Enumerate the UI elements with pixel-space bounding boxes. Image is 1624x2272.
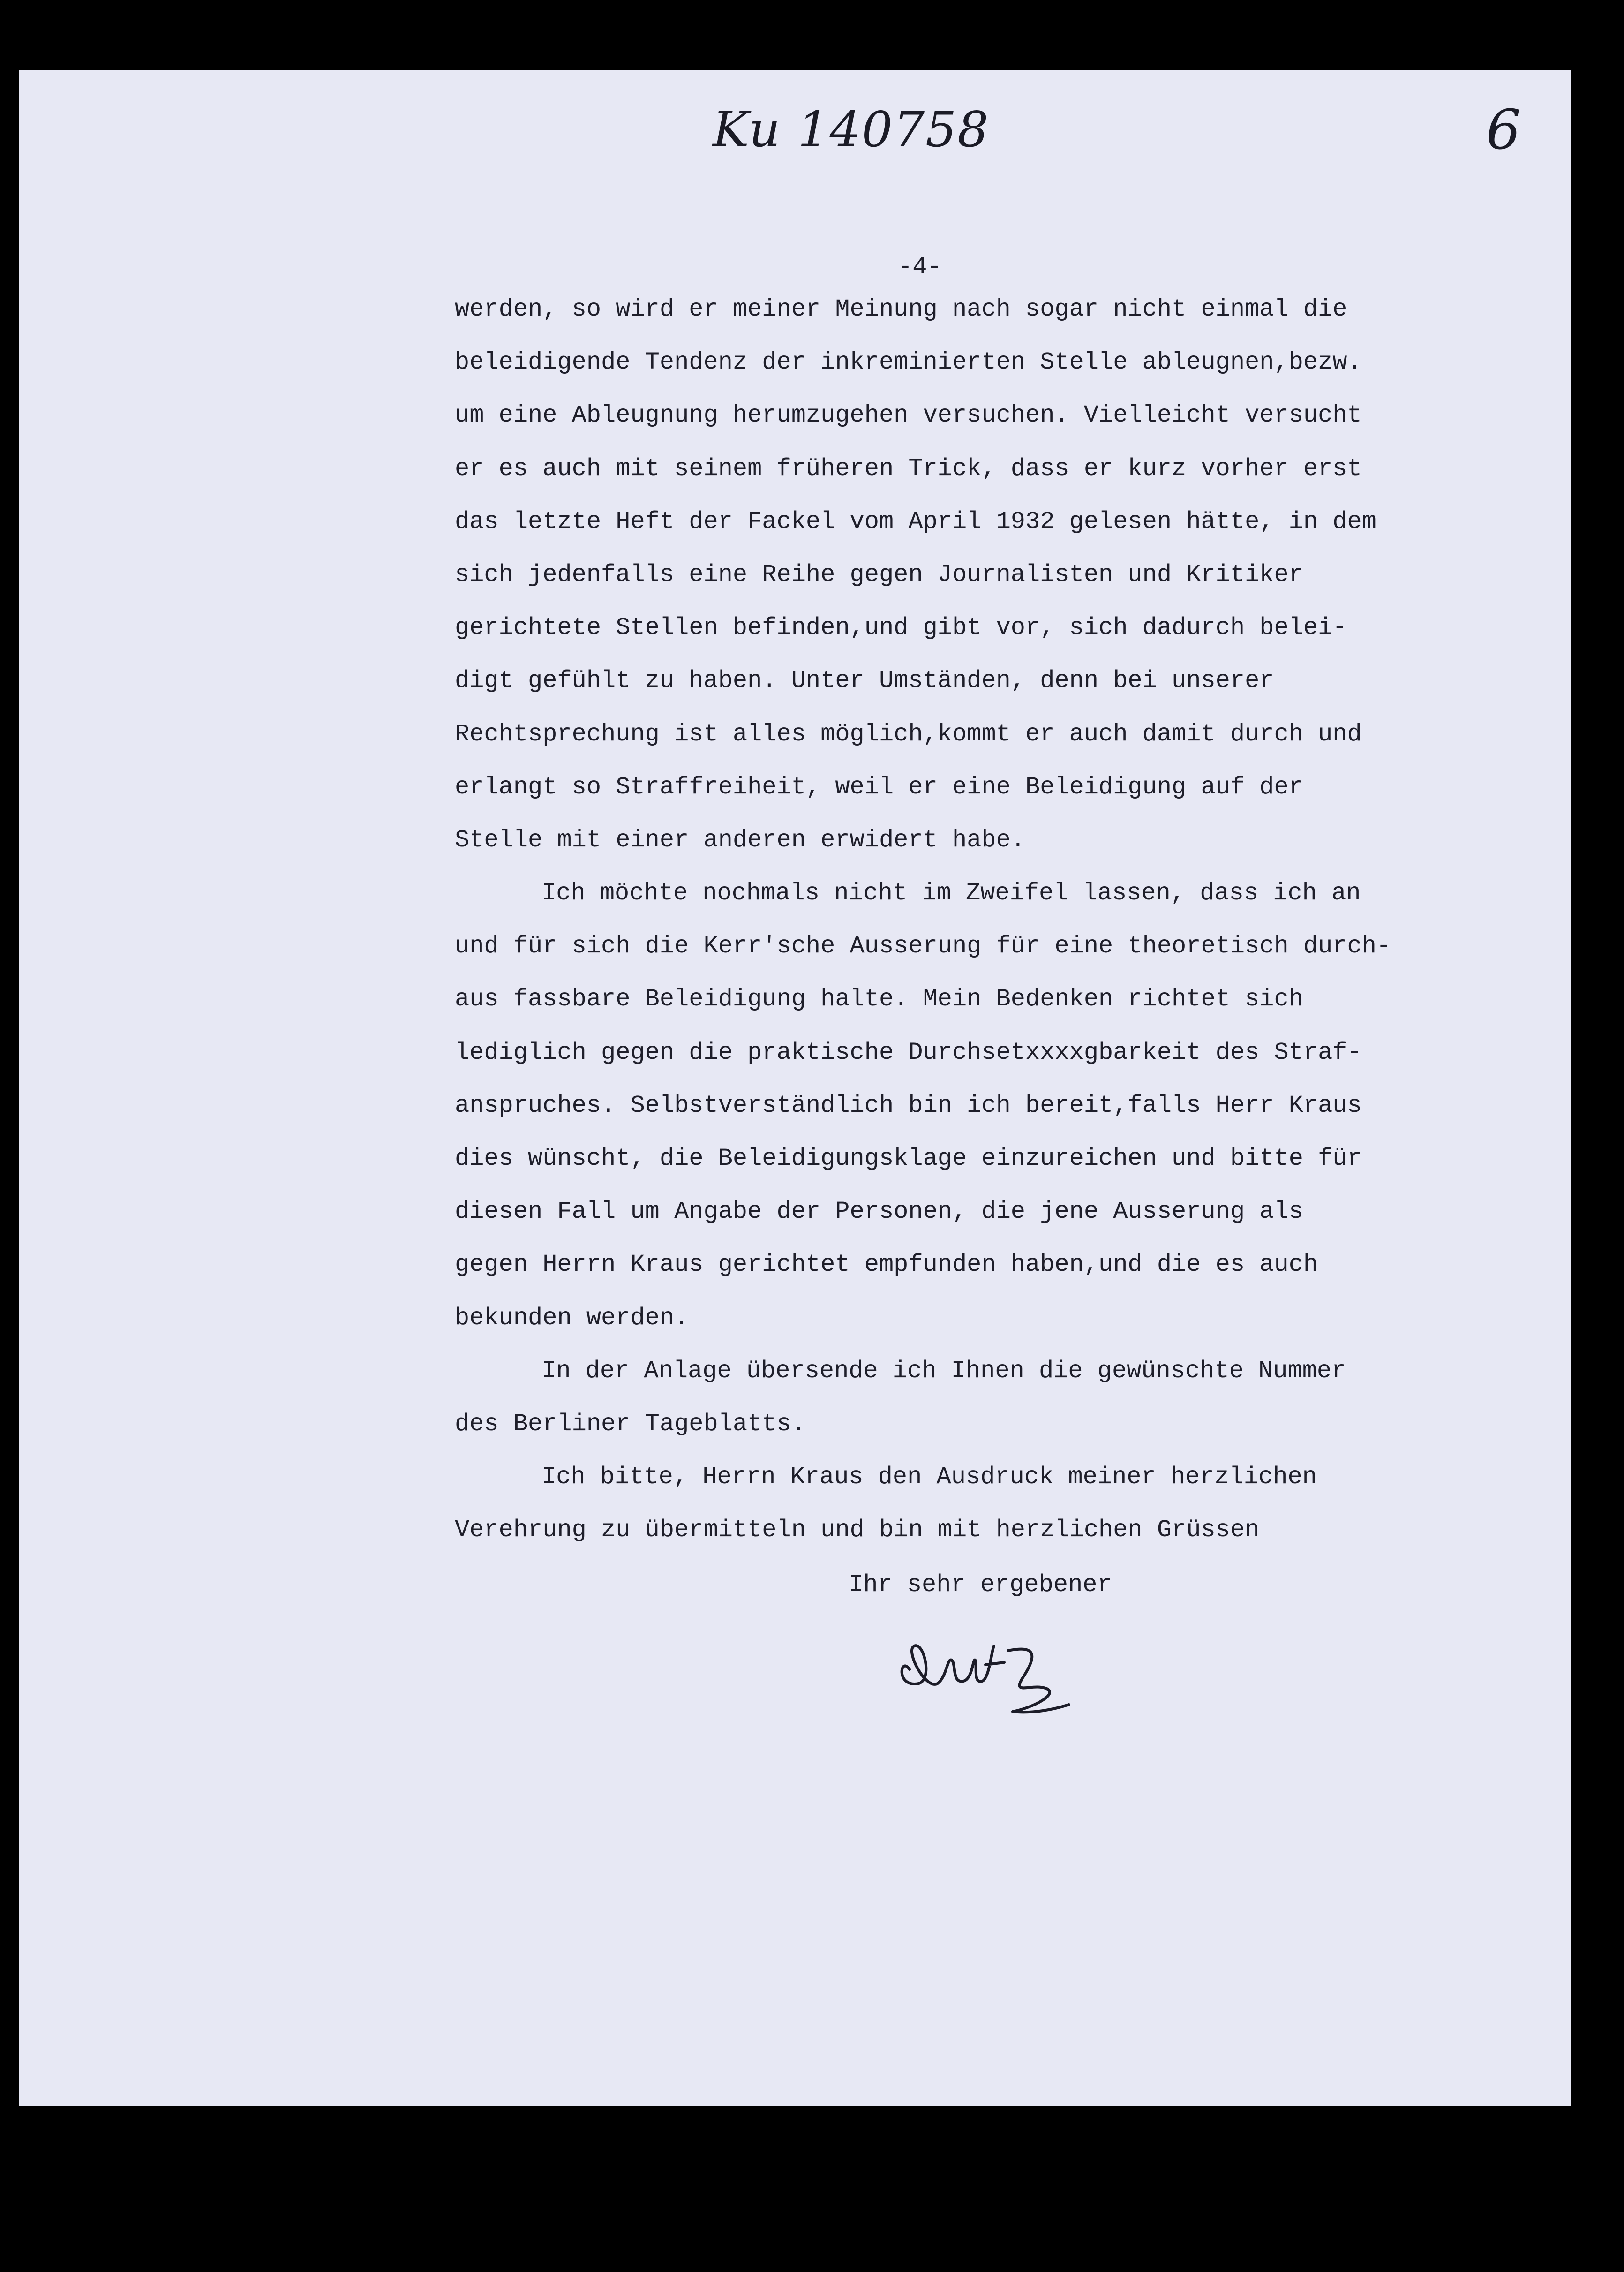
text-line: beleidigende Tendenz der inkreminierten Stelle ableugnen,bezw. <box>455 348 1362 377</box>
document-page <box>19 70 1571 2106</box>
archive-number: Ku 140758 <box>713 101 990 158</box>
text-line: des Berliner Tageblatts. <box>455 1410 806 1438</box>
text-line: digt gefühlt zu haben. Unter Umständen, denn bei unserer <box>455 667 1274 695</box>
text-line: Ich bitte, Herrn Kraus den Ausdruck meiner herzlichen <box>541 1463 1317 1491</box>
text-line: Ich möchte nochmals nicht im Zweifel lassen, dass ich an <box>541 879 1361 907</box>
folio-number: 6 <box>1486 98 1521 162</box>
letter-body <box>455 283 1547 1557</box>
paragraph-1 <box>455 283 1547 867</box>
text-line: um eine Ableugnung herumzugehen versuchen. Vielleicht versucht <box>455 401 1362 430</box>
text-line: bekunden werden. <box>455 1304 689 1332</box>
text-line: sich jedenfalls eine Reihe gegen Journalisten und Kritiker <box>455 560 1303 589</box>
text-line: werden, so wird er meiner Meinung nach sogar nicht einmal die <box>455 295 1347 323</box>
text-line: gerichtete Stellen befinden,und gibt vor, sich dadurch belei- <box>455 614 1347 642</box>
text-line: anspruches. Selbstverständlich bin ich bereit,falls Herr Kraus <box>455 1091 1362 1119</box>
text-line: er es auch mit seinem früheren Trick, dass er kurz vorher erst <box>455 454 1362 483</box>
closing-salutation: Ihr sehr ergebener <box>849 1571 1112 1599</box>
page-number: -4- <box>898 253 942 281</box>
paragraph-3 <box>455 1344 1547 1450</box>
text-line: Verehrung zu übermitteln und bin mit herzlichen Grüssen <box>455 1516 1260 1544</box>
text-line: gegen Herrn Kraus gerichtet empfunden haben,und die es auch <box>455 1251 1318 1279</box>
text-line: das letzte Heft der Fackel vom April 1932 gelesen hätte, in dem <box>455 507 1376 536</box>
text-line: erlangt so Straffreiheit, weil er eine Beleidigung auf der <box>455 773 1303 801</box>
text-line: Stelle mit einer anderen erwidert habe. <box>455 826 1025 854</box>
text-line: aus fassbare Beleidigung halte. Mein Bedenken richtet sich <box>455 985 1303 1013</box>
text-line: Rechtsprechung ist alles möglich,kommt er auch damit durch und <box>455 720 1362 748</box>
paragraph-2 <box>455 867 1547 1344</box>
text-line: lediglich gegen die praktische Durchsetxxxxgbarkeit des Straf- <box>455 1038 1362 1066</box>
text-line: In der Anlage übersende ich Ihnen die gewünschte Nummer <box>541 1357 1346 1385</box>
text-line: diesen Fall um Angabe der Personen, die jene Ausserung als <box>455 1198 1303 1226</box>
text-line: und für sich die Kerr'sche Ausserung für eine theoretisch durch- <box>455 932 1391 960</box>
signature <box>881 1613 1088 1735</box>
paragraph-4 <box>455 1450 1547 1556</box>
text-line: dies wünscht, die Beleidigungsklage einzureichen und bitte für <box>455 1145 1362 1172</box>
